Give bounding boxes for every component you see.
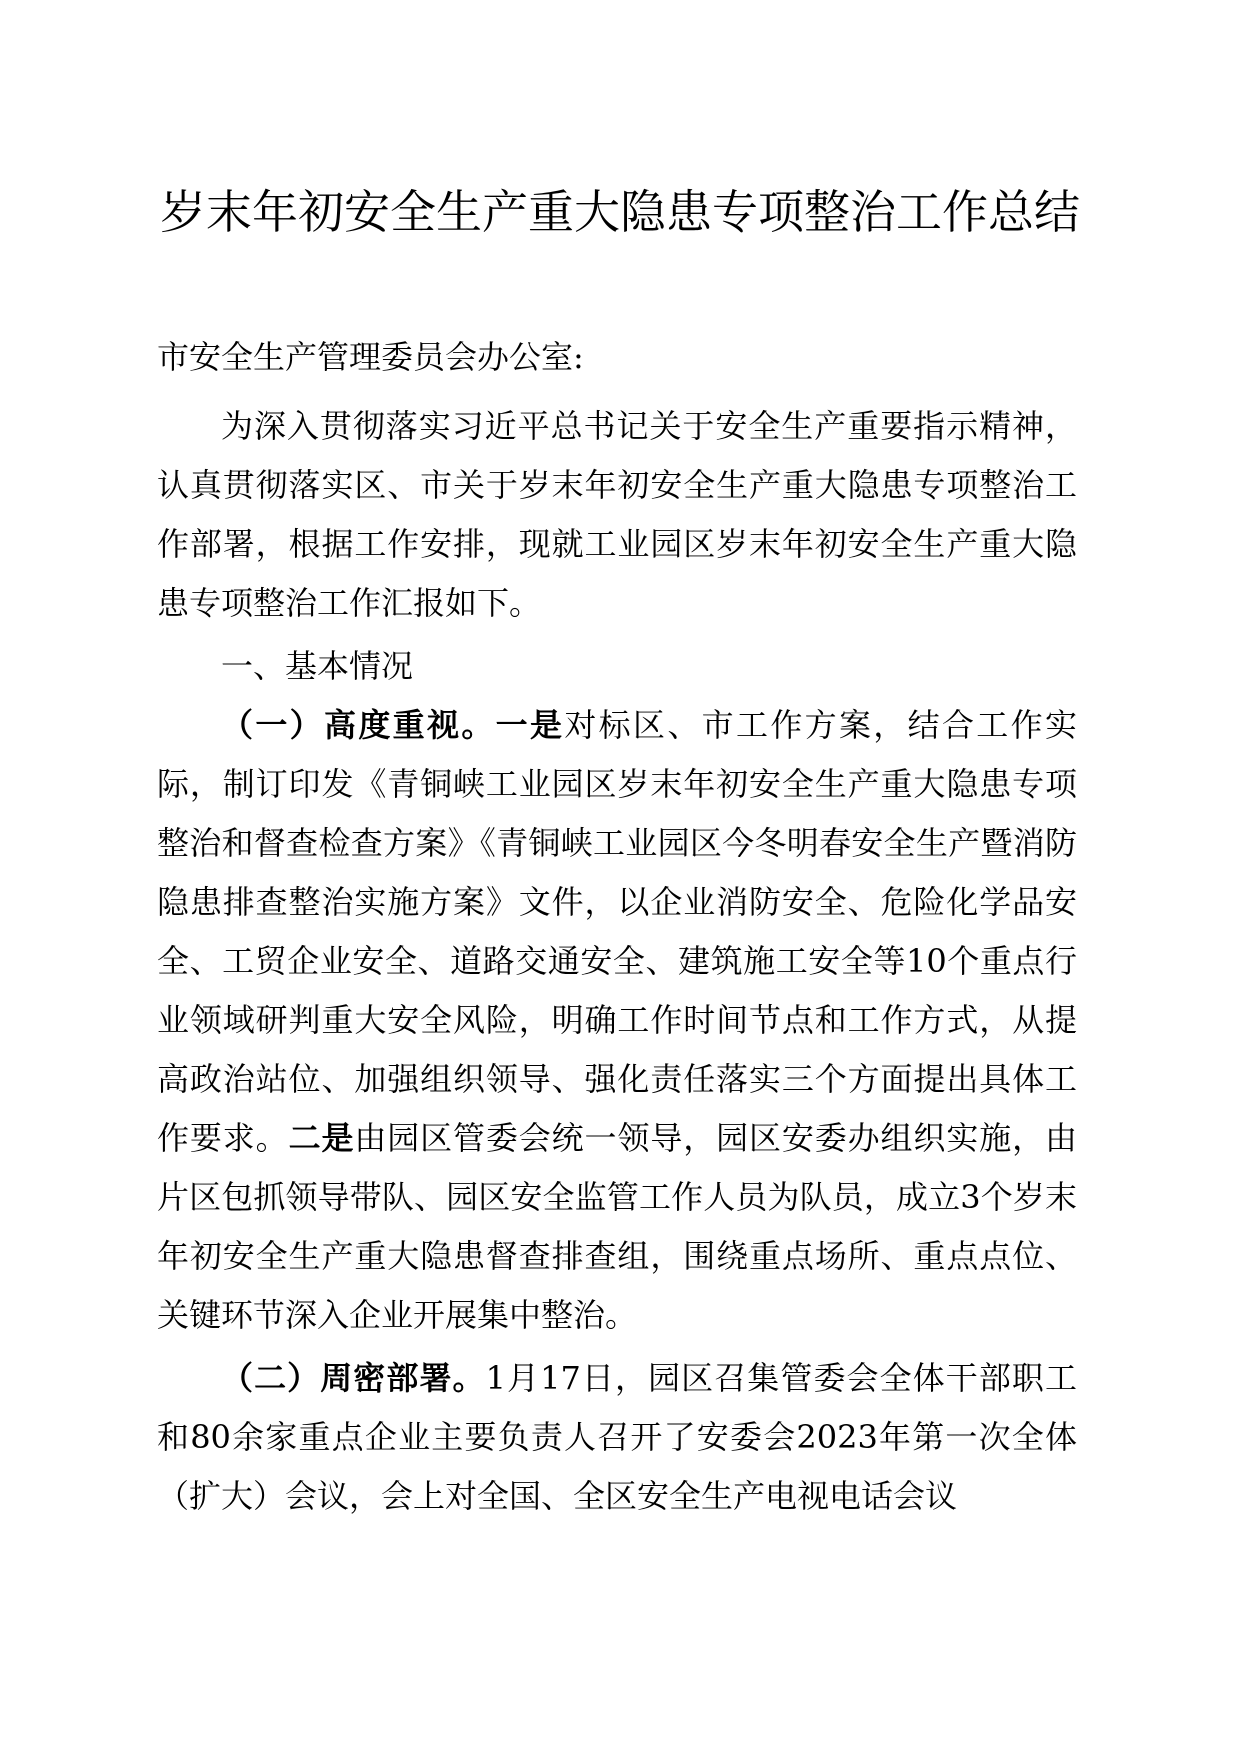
item-1-lead-1: 一是 [495, 706, 565, 744]
item-1-text-2: 由园区管委会统一领导，园区安委办组织实施，由片区包抓领导带队、园区安全监管工作人员为队员，成立3个岁末年初安全生产重大隐患督查排查组，围绕重点场所、重点点位、关键环节深入企业开展集中整治。 [157, 1119, 1077, 1334]
item-1-text-1: 对标区、市工作方案，结合工作实际，制订印发《青铜峡工业园区岁末年初安全生产重大隐患专项整治和督查检查方案》《青铜峡工业园区今冬明春安全生产暨消防隐患排查整治实施方案》文件，以企业消防安全、危险化学品安全、工贸企业安全、道路交通安全、建筑施工安全等10个重点行业领域研判重大安全风险，明确工作时间节点和工作方式，从提高政治站位、加强组织领导、强化责任落实三个方面提出具体工作要求。 [157, 706, 1077, 1157]
intro-paragraph: 为深入贯彻落实习近平总书记关于安全生产重要指示精神，认真贯彻落实区、市关于岁末年初安全生产重大隐患专项整治工作部署，根据工作安排，现就工业园区岁末年初安全生产重大隐患专项整治工作汇报如下。 [157, 407, 1077, 622]
paragraph-item-2 [157, 1349, 1077, 1526]
paragraph-item-1 [157, 696, 1077, 1345]
spacer [157, 387, 1077, 397]
item-2-heading: （二）周密部署。 [221, 1359, 486, 1397]
salutation: 市安全生产管理委员会办公室: [157, 338, 584, 376]
document-title: 岁末年初安全生产重大隐患专项整治工作总结 [160, 185, 1080, 239]
document-body [157, 328, 1077, 1526]
item-1-lead-2: 二是 [288, 1119, 355, 1157]
item-2-text: 1月17日，园区召集管委会全体干部职工和80余家重点企业主要负责人召开了安委会2023年第一次全体（扩大）会议，会上对全国、全区安全生产电视电话会议 [157, 1359, 1077, 1515]
item-1-heading: （一）高度重视。 [221, 706, 496, 744]
section-heading-basic-situation: 一、基本情况 [221, 647, 414, 685]
